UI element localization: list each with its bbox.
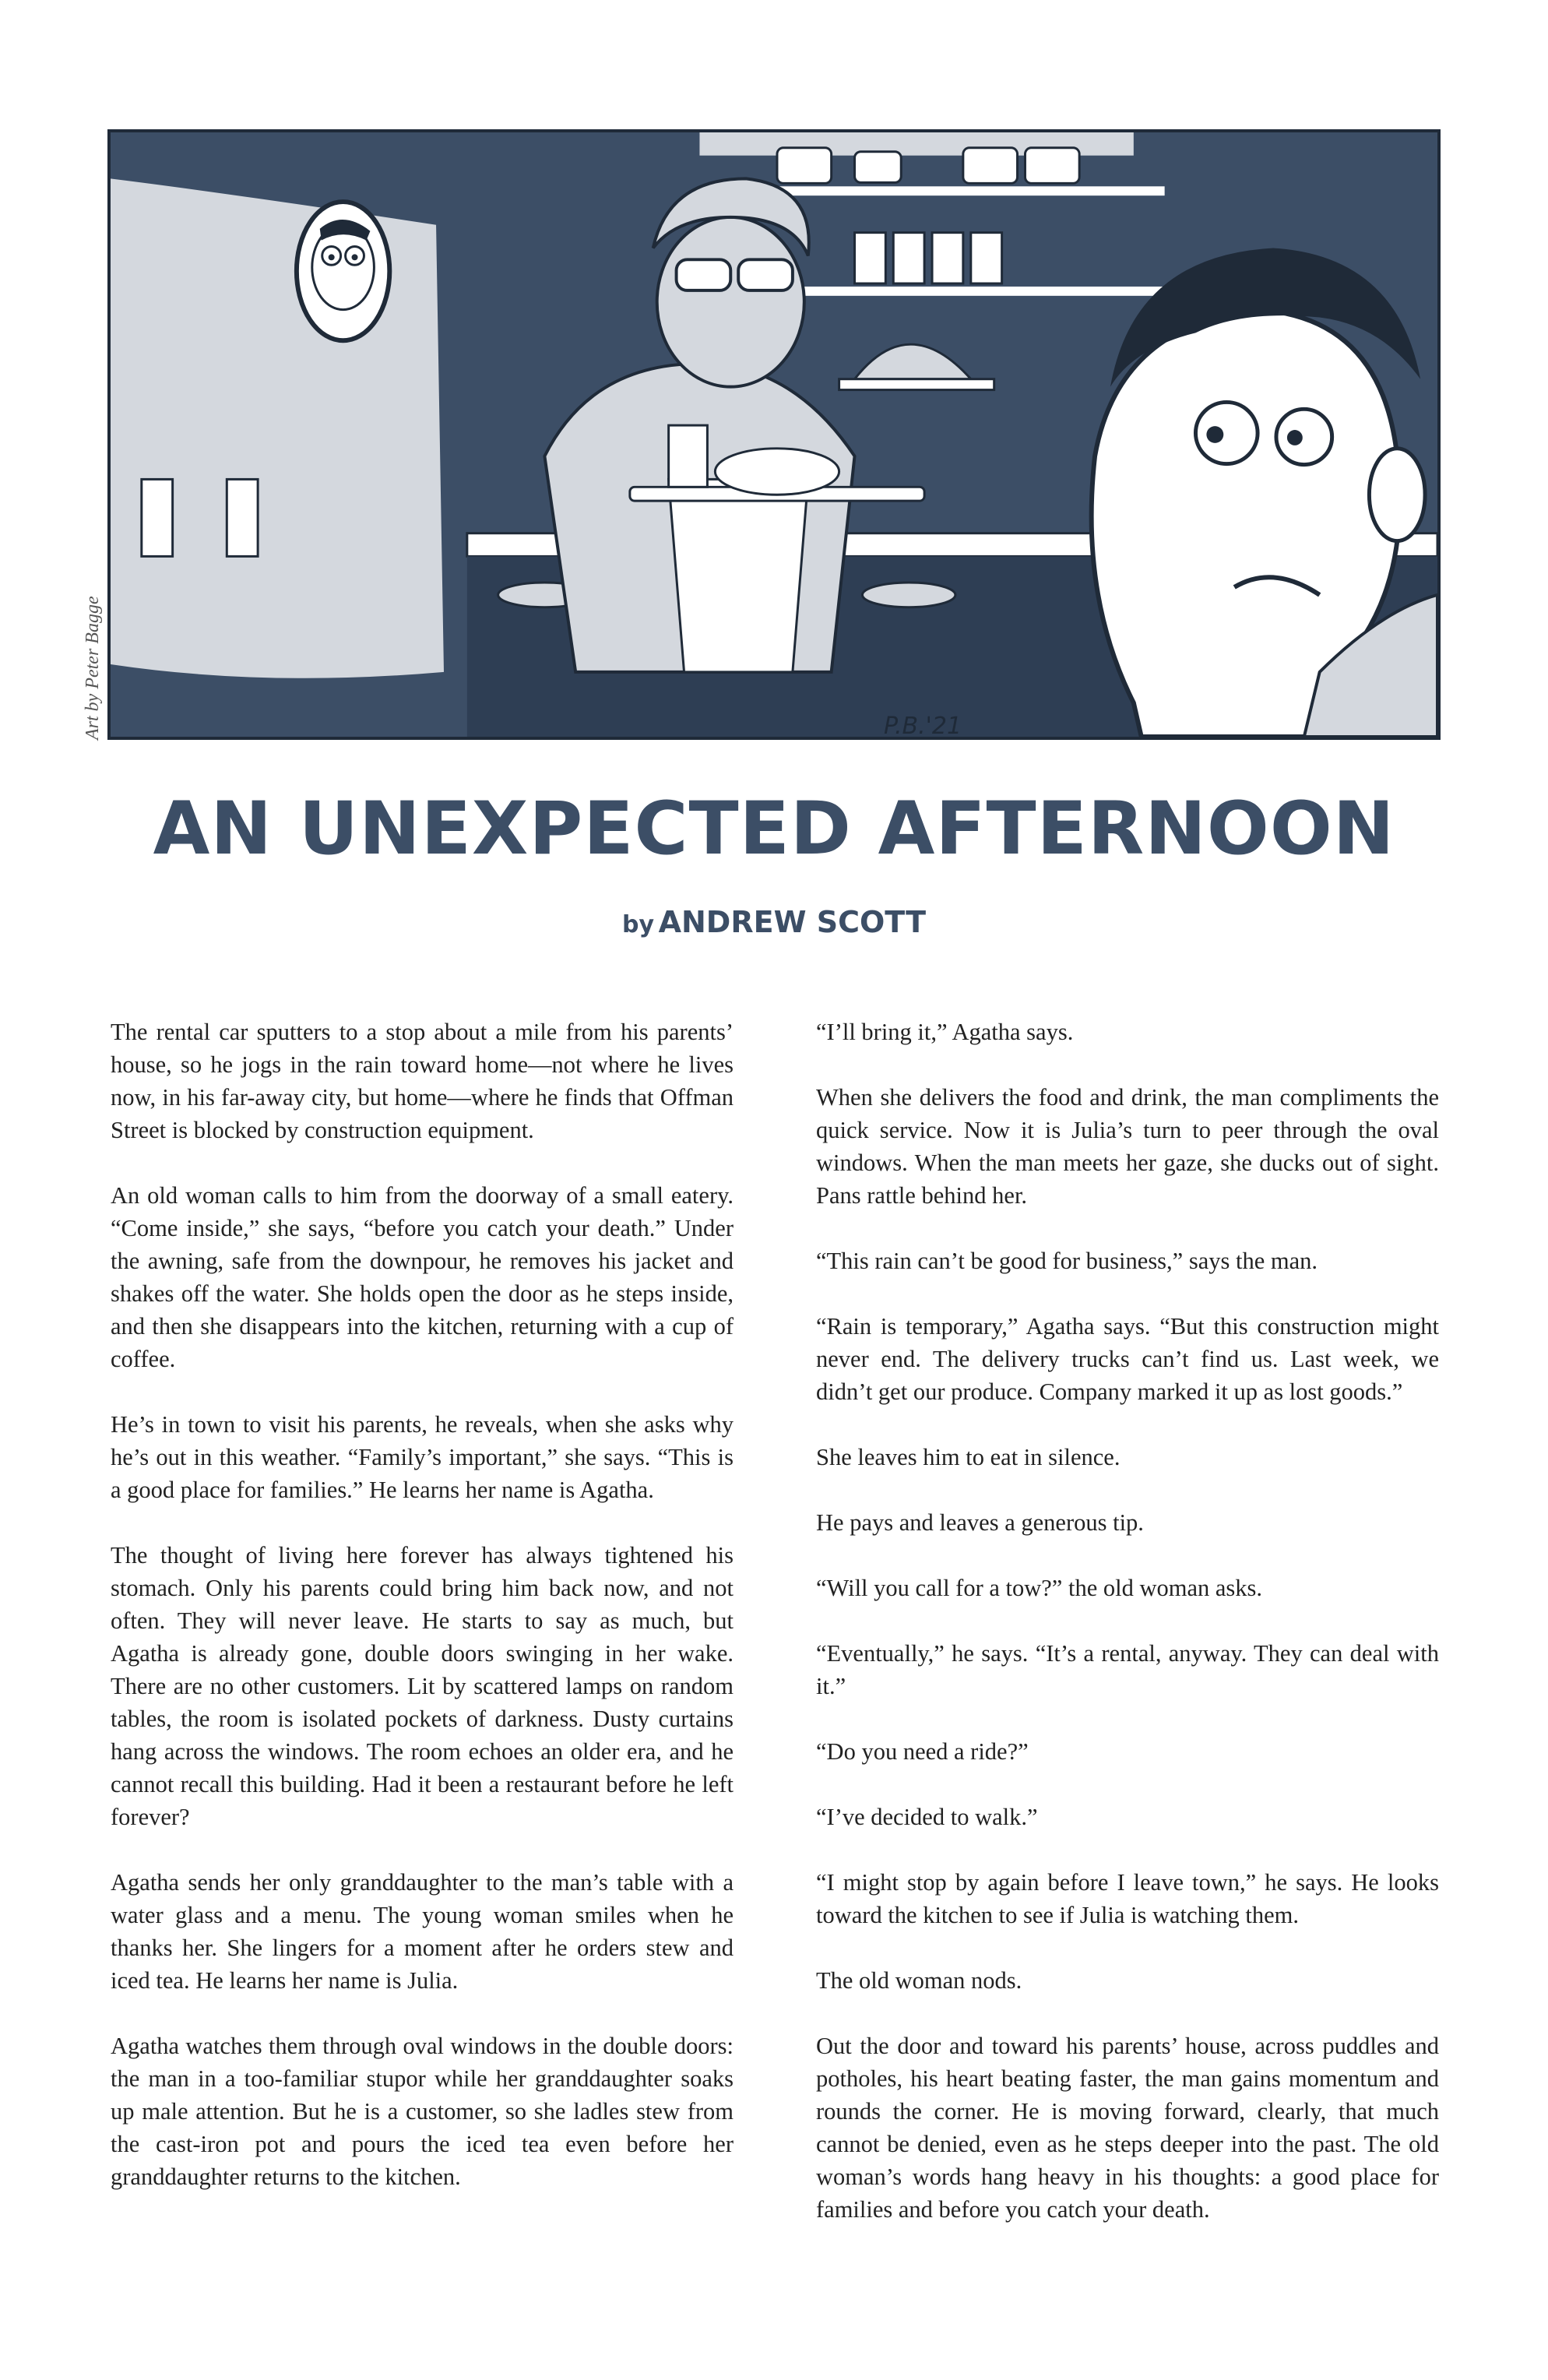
paragraph: “Eventually,” he says. “It’s a rental, anyway. They can deal with it.”	[816, 1640, 1439, 1699]
illustration	[107, 129, 1441, 740]
paragraph: When she delivers the food and drink, the man compliments the quick service. Now it is Julia’s turn to peer through the oval windows. When the man meets her gaze, she ducks out of sight. Pans rattle behind her.	[816, 1084, 1439, 1209]
paragraph: “Rain is temporary,” Agatha says. “But this construction might never end. The delivery trucks can’t find us. Last week, we didn’t get our produce. Company marked it up as lost goods.”	[816, 1313, 1439, 1405]
paragraph: The rental car sputters to a stop about a mile from his parents’ house, so he jogs in the rain toward home—not where he lives now, in his far-away city, but home—where he finds that Offman Street is blocked by construction equipment.	[111, 1019, 734, 1143]
byline	[0, 905, 1548, 939]
paragraph: “I’ve decided to walk.”	[816, 1804, 1038, 1830]
paragraph: He’s in town to visit his parents, he reveals, when she asks why he’s out in this weather. “Family’s important,” she says. “This is a good place for families.” He learns her name is Agatha.	[111, 1411, 734, 1503]
paragraph: “This rain can’t be good for business,” says the man.	[816, 1248, 1318, 1274]
paragraph: “I might stop by again before I leave town,” he says. He looks toward the kitchen to see if Julia is watching them.	[816, 1869, 1439, 1928]
artist-signature: P.B.'21	[884, 713, 962, 740]
text-column-left	[111, 1016, 734, 2226]
paragraph: “Will you call for a tow?” the old woman asks.	[816, 1575, 1263, 1601]
paragraph: The thought of living here forever has always tightened his stomach. Only his parents could bring him back now, and not often. They will never leave. He starts to say as much, but Agatha is already gone, double doors swinging in her wake. There are no other customers. Lit by scattered lamps on random tables, the room is isolated pockets of darkness. Dusty curtains hang across the windows. The room echoes an older era, and he cannot recall this building. Had it been a restaurant before he left forever?	[111, 1542, 734, 1830]
author-name: ANDREW SCOTT	[658, 905, 926, 939]
paragraph: Out the door and toward his parents’ house, across puddles and potholes, his heart beating faster, the man gains momentum and rounds the corner. He is moving forward, clearly, that much cannot be denied, even as he steps deeper into the past. The old woman’s words hang heavy in his thoughts: a good place for families and before you catch your death.	[816, 2033, 1439, 2223]
paragraph: “Do you need a ride?”	[816, 1738, 1029, 1765]
byline-prefix: by	[621, 911, 655, 938]
paragraph: She leaves him to eat in silence.	[816, 1444, 1121, 1470]
paragraph: “I’ll bring it,” Agatha says.	[816, 1019, 1074, 1045]
paragraph: Agatha sends her only granddaughter to the man’s table with a water glass and a menu. The young woman smiles when he thanks her. She lingers for a moment after he orders stew and iced tea. He learns her name is Julia.	[111, 1869, 734, 1994]
paragraph: Agatha watches them through oval windows in the double doors: the man in a too-familiar stupor while her granddaughter soaks up male attention. But he is a customer, so she ladles stew from the cast-iron pot and pours the iced tea even before her granddaughter returns to the kitchen.	[111, 2033, 734, 2190]
art-credit: Art by Peter Bagge	[83, 596, 103, 740]
diner-scene-illustration	[111, 132, 1437, 737]
paragraph: The old woman nods.	[816, 1967, 1022, 1994]
paragraph: An old woman calls to him from the doorway of a small eatery. “Come inside,” she says, “before you catch your death.” Under the awning, safe from the downpour, he removes his jacket and shakes off the water. She holds open the door as he steps inside, and then she disappears into the kitchen, returning with a cup of coffee.	[111, 1182, 734, 1372]
paragraph: He pays and leaves a generous tip.	[816, 1509, 1144, 1536]
text-column-right	[816, 1016, 1439, 2259]
story-title: AN UNEXPECTED AFTERNOON	[153, 787, 1395, 871]
